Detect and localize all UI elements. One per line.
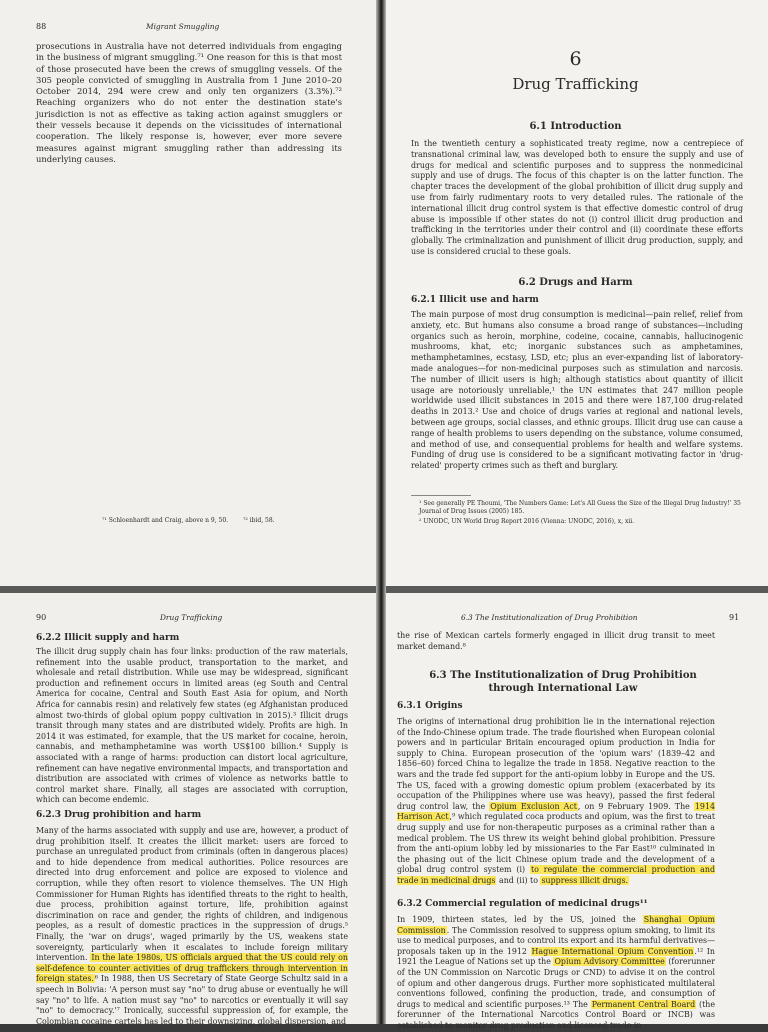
page-90 bbox=[0, 591, 380, 1024]
subsection-heading: 6.3.2 Commercial regulation of medicinal drugs¹¹ bbox=[397, 899, 648, 909]
text-run: ,⁹ which regulated coca products and opium, was the first to treat drug supply and use for non-therapeutic purposes as a criminal rather than a medical problem. The US threw its weight behind global prohibition. Pressure from the anti-opium lobby led by missionaries to the Far East¹⁰ culminated in the phasing out of the licit Chinese opium trade and the development of a global drug control system (i) bbox=[397, 812, 715, 875]
subsection-heading: 6.3.1 Origins bbox=[397, 701, 463, 711]
page-91 bbox=[383, 591, 768, 1030]
section-heading: 6.3 The Institutionalization of Drug Prohibition bbox=[429, 670, 697, 681]
subsection-heading: 6.2.3 Drug prohibition and harm bbox=[36, 810, 202, 820]
text-run: (the forerunner of the International Narcotics Control Board or INCB) was established to monitor drug production and licensed trade in bbox=[397, 999, 716, 1030]
highlighted-text: 1914 Harrison Act bbox=[397, 801, 715, 822]
footnote-72: ⁷² ibid, 58. bbox=[243, 517, 275, 524]
page-number: 90 bbox=[36, 613, 47, 622]
section-heading: 6.2 Drugs and Harm bbox=[518, 277, 633, 288]
subsection-text bbox=[397, 717, 715, 887]
text-run: (forerunner of the UN Commission on Narcotic Drugs or CND) to advise it on the control of opium and other dangerous drugs. Further more sophisticated multilateral conventions followed, confining the production, trade, and consumption of drugs to medical and scientific purposes.¹³ The bbox=[397, 957, 716, 1009]
page-89 bbox=[383, 0, 768, 588]
running-head: Drug Trafficking bbox=[160, 613, 223, 622]
subsection-heading: 6.2.2 Illicit supply and harm bbox=[36, 633, 180, 643]
highlighted-text: Permanent Central Board bbox=[591, 999, 696, 1009]
running-head: 6.3 The Institutionalization of Drug Prohibition bbox=[461, 613, 638, 622]
highlighted-text: Shanghai Opium Commission bbox=[397, 915, 715, 935]
text-run: . The Commission resolved to suppress opium smoking, to limit its use to medical purposes, and to control its export and its harmful derivatives—proposals taken up in the 1912 bbox=[397, 925, 715, 956]
subsection-heading: 6.2.1 Illicit use and harm bbox=[411, 295, 539, 305]
text-run: ⁶ In 1988, then US Secretary of State George Schultz said in a speech in Bolivia: 'A person must say "no" to drug abuse or eventually he will say "no" to life. A nation must say "no" to narcotics or eventually it will say "no" to democracy.'⁷ Ironically, successful suppression of, for example, the Colombian cocaine cartels has led to their downsizing, global dispersion, and bbox=[36, 974, 348, 1026]
page-88 bbox=[0, 0, 380, 588]
highlighted-text: In the late 1980s, US officials argued that the US could rely on self-defence to counter activities of drug traffickers through intervention in foreign states. bbox=[36, 953, 348, 984]
highlighted-text: suppress illicit drugs. bbox=[541, 875, 628, 885]
highlighted-text: Opium Advisory Committee bbox=[554, 957, 665, 967]
subsection-text: The illicit drug supply chain has four links: production of the raw materials, refinement into the usable product, transportation to the market, and wholesale and retail distribution. While use may be widespread, significant production and refinement occurs in limited areas (eg South and Central America for cocaine, Central and South East Asia for opium, and North Africa for cannabis resin) and relatively few states (eg Afghanistan produced almost two-thirds of global opium poppy cultivation in 2015).³ Illicit drugs transit through many states and are distributed widely. Profits are high. In 2014 it was estimated, for example, that the US market for cocaine, heroin, cannabis, and methamphetamine was worth US$100 billion.⁴ Supply is associated with a range of harms: production can distort local agriculture, refinement can have negative environmental impacts, and transportation and distribution are associated with crimes of violence as networks battle to control market share. Finally, all stages are associated with corruption, which can become endemic. bbox=[36, 647, 348, 805]
text-run: The origins of international drug prohibition lie in the international rejection of the Indo-Chinese opium trade. The trade flourished when European colonial powers and in particular Britain encouraged opium production in India for supply to China. European prosecution of the 'opium wars' (1839–42 and 1856–60) forced China to legalize the trade in 1858. Negative reaction to the wars and the trade fed support for the anti-opium lobby in Europe and the US. The US, faced with a growing domestic opium problem (exacerbated by its occupation of the Philippines where use was heavy), passed the first federal drug control law, the bbox=[397, 717, 715, 811]
subsection-text bbox=[36, 826, 348, 1027]
text-run: Many of the harms associated with supply and use are, however, a product of drug prohibition itself. It creates the illicit market: users are forced to purchase an unregulated product from criminals (often in dangerous places) and to hide dependence from medical authorities. Police resources are directed into drug enforcement and police are exposed to violence and corruption, while they often resort to violence themselves. The UN High Commissioner for Human Rights has identified threats to the right to health, due process, prohibition against torture, life, prohibition against discrimination on race and gender, the rights of children, and indigenous peoples, as a result of domestic practices in the suppression of drugs.⁵ Finally, the 'war on drugs', waged primarily by the US, weakens state sovereignty, particularly when it escalates to include foreign military intervention. bbox=[36, 826, 348, 963]
text-run: .¹² In 1921 the League of Nations set up the bbox=[397, 946, 716, 967]
book-spine bbox=[376, 0, 386, 1024]
page-number: 88 bbox=[36, 22, 47, 31]
text-run: , on 9 February 1909. The bbox=[577, 801, 694, 811]
highlighted-text: Opium Exclusion Act bbox=[490, 801, 577, 811]
section-heading: 6.1 Introduction bbox=[529, 121, 622, 132]
page-number: 91 bbox=[729, 613, 740, 622]
chapter-number: 6 bbox=[569, 48, 582, 70]
section-heading-cont: through International Law bbox=[488, 683, 638, 694]
body-paragraph: prosecutions in Australia have not deterred individuals from engaging in the business of migrant smuggling.⁷¹ One reason for this is that most of those prosecuted have been the crews of smuggling vessels. Of the 305 people convicted of smuggling in Australia from 1 June 2010–20 October 2014, 294 were crew and only ten organizers (3.3%).⁷² Reaching organizers who do not enter the destination state's jurisdiction is not as effective as taking action against smugglers or their vessels because it depends on the vicissitudes of international cooperation. The likely response is, however, ever more severe measures against migrant smuggling rather than addressing its underlying causes. bbox=[36, 41, 342, 164]
carry-text: the rise of Mexican cartels formerly engaged in illicit drug transit to meet market demand.⁸ bbox=[397, 631, 715, 651]
highlighted-text: to regulate the commercial production and trade in medicinal drugs bbox=[397, 865, 715, 885]
subsection-text: The main purpose of most drug consumption is medicinal—pain relief, relief from anxiety, etc. But humans also consume a broad range of substances—including organics such as heroin, morphine, codeine, cocaine, cannabis, hallucinogenic mushrooms, khat, etc; inorganic substances such as amphetamines, methamphetamines, ecstasy, LSD, etc; plus an ever-expanding list of laboratory-made analogues—for non-medicinal purposes such as stimulation and narcosis. The number of illicit users is high; although statistics about quantity of illicit usage are notoriously unreliable,¹ the UN estimates that 247 million people worldwide used illicit substances in 2015 and there were 187,100 drug-related deaths in 2013.² Use and choice of drugs varies at regional and national levels, between age groups, social classes, and ethnic groups. Illicit drug use can cause a range of health problems to users depending on the substance, volume consumed, and method of use, and consequential problems for health and welfare systems. Funding of drug use is considered to be a significant motivating factor in 'drug-related' property crimes such as theft and burglary. bbox=[411, 310, 743, 471]
highlighted-text: Hague International Opium Convention bbox=[531, 946, 694, 956]
footnote-1: ¹ See generally PE Thoumi, 'The Numbers Game: Let's All Guess the Size of the Illegal Drug Industry!' 35 Journal of Drug Issues (2005) 185. bbox=[419, 500, 741, 515]
section-text: In the twentieth century a sophisticated treaty regime, now a centrepiece of transnational criminal law, was developed both to ensure the supply and use of drugs for medical and scientific purposes and to suppress the nonmedicinal supply and use of drugs. The focus of this chapter is on the latter function. The chapter traces the development of the global prohibition of illicit drug supply and use from fairly rudimentary roots to very detailed rules. The rationale of the international illicit drug control system is that effective domestic control of drug abuse is impossible if other states do not (i) control illicit drug production and trafficking in the territories under their control and (ii) coordinate these efforts globally. The criminalization and punishment of illicit drug production, supply, and use is considered crucial to these goals. bbox=[411, 139, 743, 256]
footnote-71: ⁷¹ Schloenhardt and Craig, above n 9, 50. bbox=[102, 517, 229, 524]
text-run: and (ii) to bbox=[496, 875, 541, 885]
footnote-2: ² UNODC, UN World Drug Report 2016 (Vienna: UNODC, 2016), x, xii. bbox=[419, 518, 635, 525]
chapter-title: Drug Trafficking bbox=[512, 75, 639, 93]
subsection-text bbox=[397, 915, 715, 1032]
footnote-rule bbox=[411, 495, 471, 496]
text-run: In 1909, thirteen states, led by the US, joined the bbox=[397, 915, 643, 924]
running-head: Migrant Smuggling bbox=[146, 22, 220, 31]
